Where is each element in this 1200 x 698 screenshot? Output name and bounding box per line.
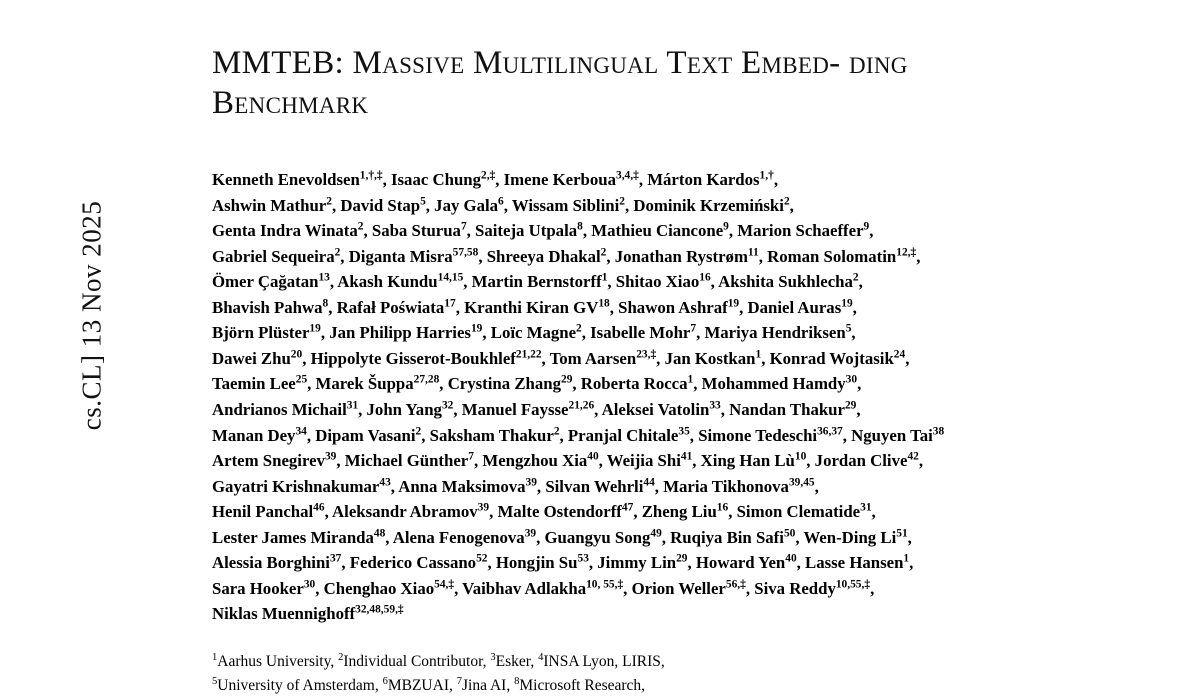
author-line: Taemin Lee$^{25}$, Marek Šuppa$^{27,28}$, Crystina Zhang$^{29}$, Roberta Rocca$^1$, Mohammed Hamdy$^{30}$, xyxy=(212,373,862,394)
author-line: Sara Hooker$^{30}$, Chenghao Xiao$^{54,\ddagger}$, Vaibhav Adlakha$^{10, 55,\ddagger}$, Orion Weller$^{56,\ddagger}$, Siva Reddy$^{10,55,\ddagger}$, xyxy=(212,578,875,598)
author-line: Alessia Borghini$^{37}$, Federico Cassano$^{52}$, Hongjin Su$^{53}$, Jimmy Lin$^{29}$, Howard Yen$^{40}$, Lasse Hansen$^1$, xyxy=(212,552,914,573)
author-line: Gayatri Krishnakumar$^{43}$, Anna Maksimova$^{39}$, Silvan Wehrli$^{44}$, Maria Tikhonova$^{39,45}$, xyxy=(212,475,819,496)
author-line: Artem Snegirev$^{39}$, Michael Günther$^7$, Mengzhou Xia$^{40}$, Weijia Shi$^{41}$, Xing Han $Lù^{10}$, Jordan Clive$^{42}$, xyxy=(212,450,924,471)
author-line: Ashwin Mathur$^2$, David Stap$^5$, Jay Gala$^6$, Wissam Siblini$^2$, Dominik Krzemiński$^2$, xyxy=(212,195,794,215)
author-line: Lester James Miranda$^{48}$, Alena Fenogenova$^{39}$, Guangyu Song$^{49}$, Ruqiya Bin Safi$^{50}$, Wen-Ding Li$^{51}$, xyxy=(212,527,912,547)
author-line: Bhavish Pahwa$^8$, Rafał Poświata$^{17}$, Kranthi Kiran GV$^{18}$, Shawon Ashraf$^{19}$, Daniel Auras$^{19}$, xyxy=(212,297,857,317)
affiliation-list xyxy=(212,650,1092,698)
paper-content xyxy=(212,0,1012,698)
arxiv-side-stamp: cs.CL] 13 Nov 2025 xyxy=(76,200,107,431)
author-line: Dawei Zhu$^{20}$, Hippolyte Gisserot-Boukhlef$^{21,22}$, Tom Aarsen$^{23,\ddagger}$, Jan Kostkan$^1$, Konrad Wojtasik$^{24}$, xyxy=(212,348,910,368)
author-line: Henil Panchal$^{46}$, Aleksandr Abramov$^{39}$, Malte Ostendorff$^{47}$, Zheng Liu$^{16}$, Simon Clematide$^{31}$, xyxy=(212,501,876,522)
author-line: Andrianos Michail$^{31}$, John Yang$^{32}$, Manuel Faysse$^{21,26}$, Aleksei Vatolin$^{33}$, Nandan Thakur$^{29}$, xyxy=(212,399,861,419)
author-line: Manan Dey$^{34}$, Dipam Vasani$^2$, Saksham Thakur$^2$, Pranjal Chitale$^{35}$, Simone Tedeschi$^{36,37}$, Nguyen Tai$^{38}$ xyxy=(212,424,945,445)
title-line-1: MMTEB: Massive Multilingual Text Embed- xyxy=(212,45,841,81)
author-line: Niklas Muennighoff$^{32,48,59,\ddagger}$ xyxy=(212,603,404,624)
title-line-2: ding Benchmark xyxy=(212,45,908,121)
author-line: Genta Indra Winata$^2$, Saba Sturua$^7$, Saiteja Utpala$^8$, Mathieu Ciancone$^9$, Marion Schaeffer$^9$, xyxy=(212,220,874,241)
author-list xyxy=(212,167,1092,627)
author-line: Björn Plüster$^{19}$, Jan Philipp Harries$^{19}$, Loïc Magne$^2$, Isabelle Mohr$^7$, Mariya Hendriksen$^5$, xyxy=(212,322,856,343)
author-line: Gabriel Sequeira$^2$, Diganta Misra$^{57,58}$, Shreeya Dhakal$^2$, Jonathan Rystrøm$^{11}$, Roman Solomatin$^{12,\ddagger}$, xyxy=(212,246,921,266)
author-line: Ömer Çağatan$^{13}$, Akash Kundu$^{14,15}$, Martin Bernstorff$^1$, Shitao Xiao$^{16}$, Akshita Sukhlecha$^2$, xyxy=(212,271,863,292)
affiliation-line: $^5$University of Amsterdam, $^6$MBZUAI, $^7$Jina AI, $^8$Microsoft Research, xyxy=(212,675,646,694)
affiliation-line: $^1$Aarhus University, $^2$Individual Contributor, $^3$Esker, $^4$INSA Lyon, LIRIS, xyxy=(212,651,665,670)
page-title xyxy=(212,44,1002,123)
author-line: Kenneth Enevoldsen$^{1,\dagger,\ddagger}$, Isaac Chung$^{2,\ddagger}$, Imene Kerboua$^{3,4,\ddagger}$, Márton Kardos$^{1,\dagger}$, xyxy=(212,169,779,190)
